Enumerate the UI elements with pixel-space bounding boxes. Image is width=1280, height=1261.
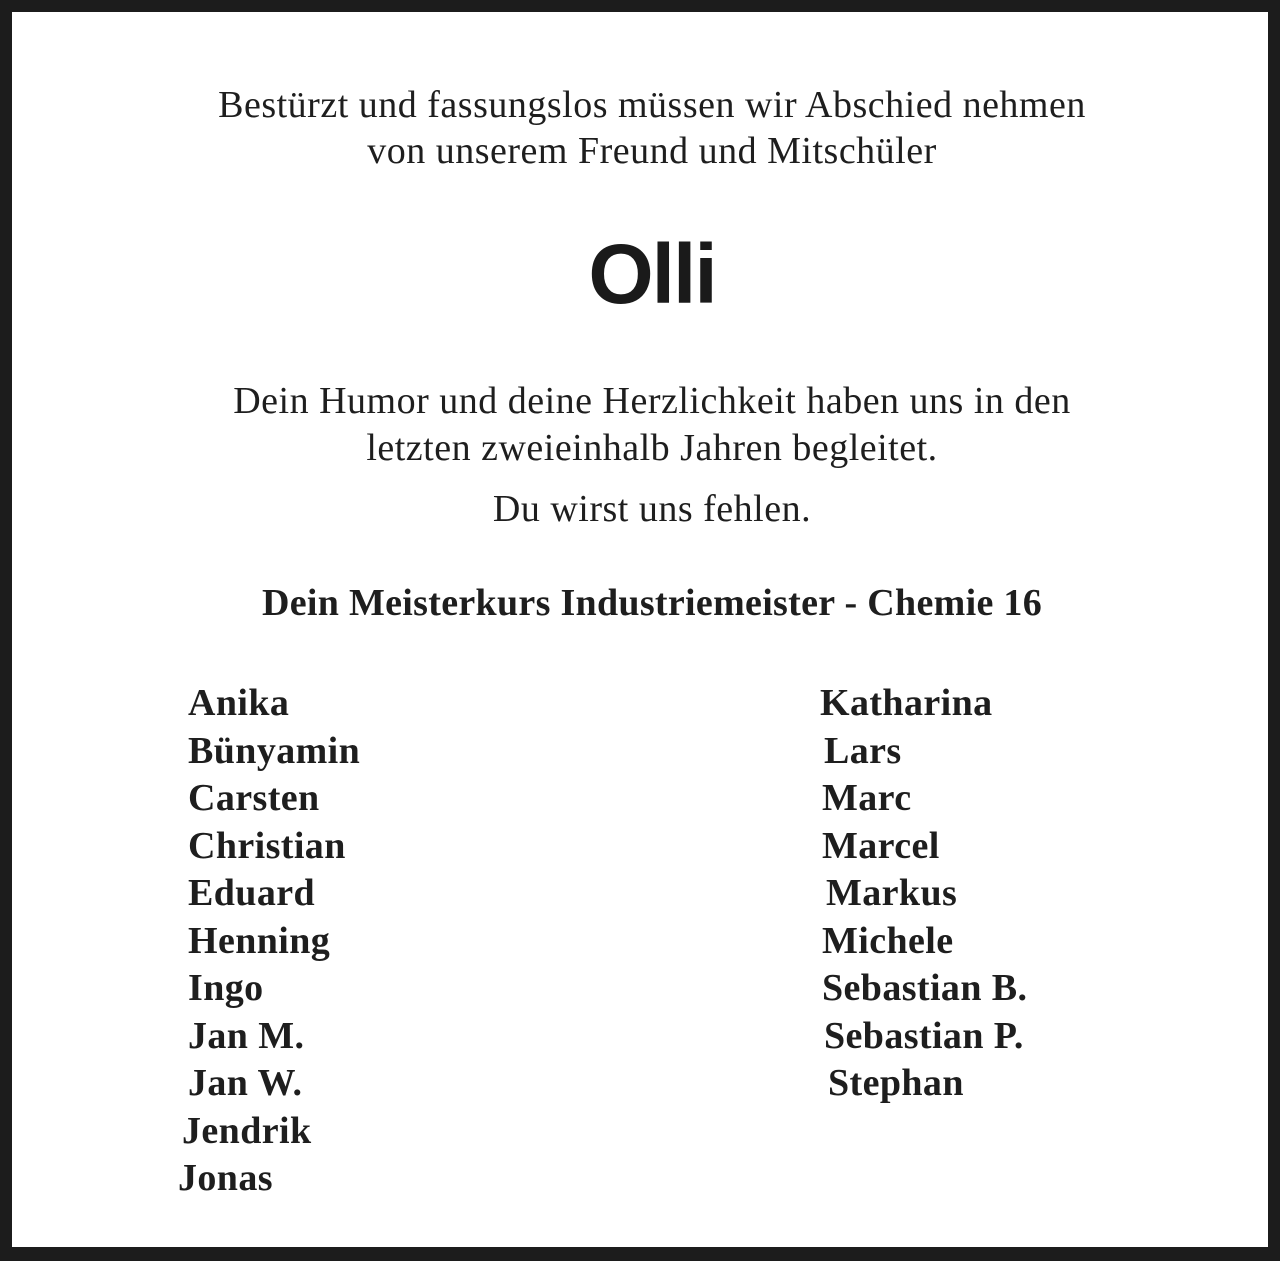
- signer-name: Sebastian B.: [822, 967, 1028, 1009]
- signer-name: Sebastian P.: [824, 1014, 1024, 1057]
- signer-name: Anika: [188, 682, 290, 724]
- intro-line-2: von unserem Freund und Mitschüler: [367, 130, 937, 172]
- names-left-column: [178, 680, 361, 1203]
- signer-name: Carsten: [188, 777, 320, 819]
- signer-name: Stephan: [828, 1062, 964, 1104]
- signer-name: Christian: [188, 824, 346, 867]
- signer-name: Jonas: [178, 1157, 273, 1199]
- names-right-column: [822, 680, 1027, 1108]
- signer-name: Marc: [822, 777, 912, 819]
- intro-line-1: Bestürzt und fassungslos müssen wir Abschied nehmen: [218, 84, 1086, 126]
- signer-name: Marcel: [822, 824, 940, 867]
- signer-name: Lars: [824, 729, 902, 772]
- signer-name: Michele: [822, 919, 954, 962]
- group-signature: Dein Meisterkurs Industriemeister - Chemie 16: [261, 582, 1043, 624]
- signer-name: Jendrik: [182, 1109, 312, 1152]
- signer-name: Jan W.: [188, 1062, 303, 1104]
- signer-name: Markus: [826, 872, 958, 914]
- signer-name: Katharina: [820, 682, 993, 724]
- message-text: [12, 378, 1280, 472]
- message-line-1: Dein Humor und deine Herzlichkeit haben uns in den: [233, 380, 1071, 422]
- message-line-2: letzten zweieinhalb Jahren begleitet.: [366, 427, 938, 469]
- signer-name: Bünyamin: [188, 729, 361, 772]
- signer-name: Jan M.: [188, 1014, 305, 1057]
- farewell-line: Du wirst uns fehlen.: [492, 488, 812, 530]
- signer-name: Ingo: [188, 967, 264, 1009]
- signer-name: Eduard: [188, 872, 316, 914]
- intro-text: [12, 82, 1280, 174]
- signer-name: Henning: [188, 919, 331, 962]
- deceased-name: Olli: [588, 227, 716, 321]
